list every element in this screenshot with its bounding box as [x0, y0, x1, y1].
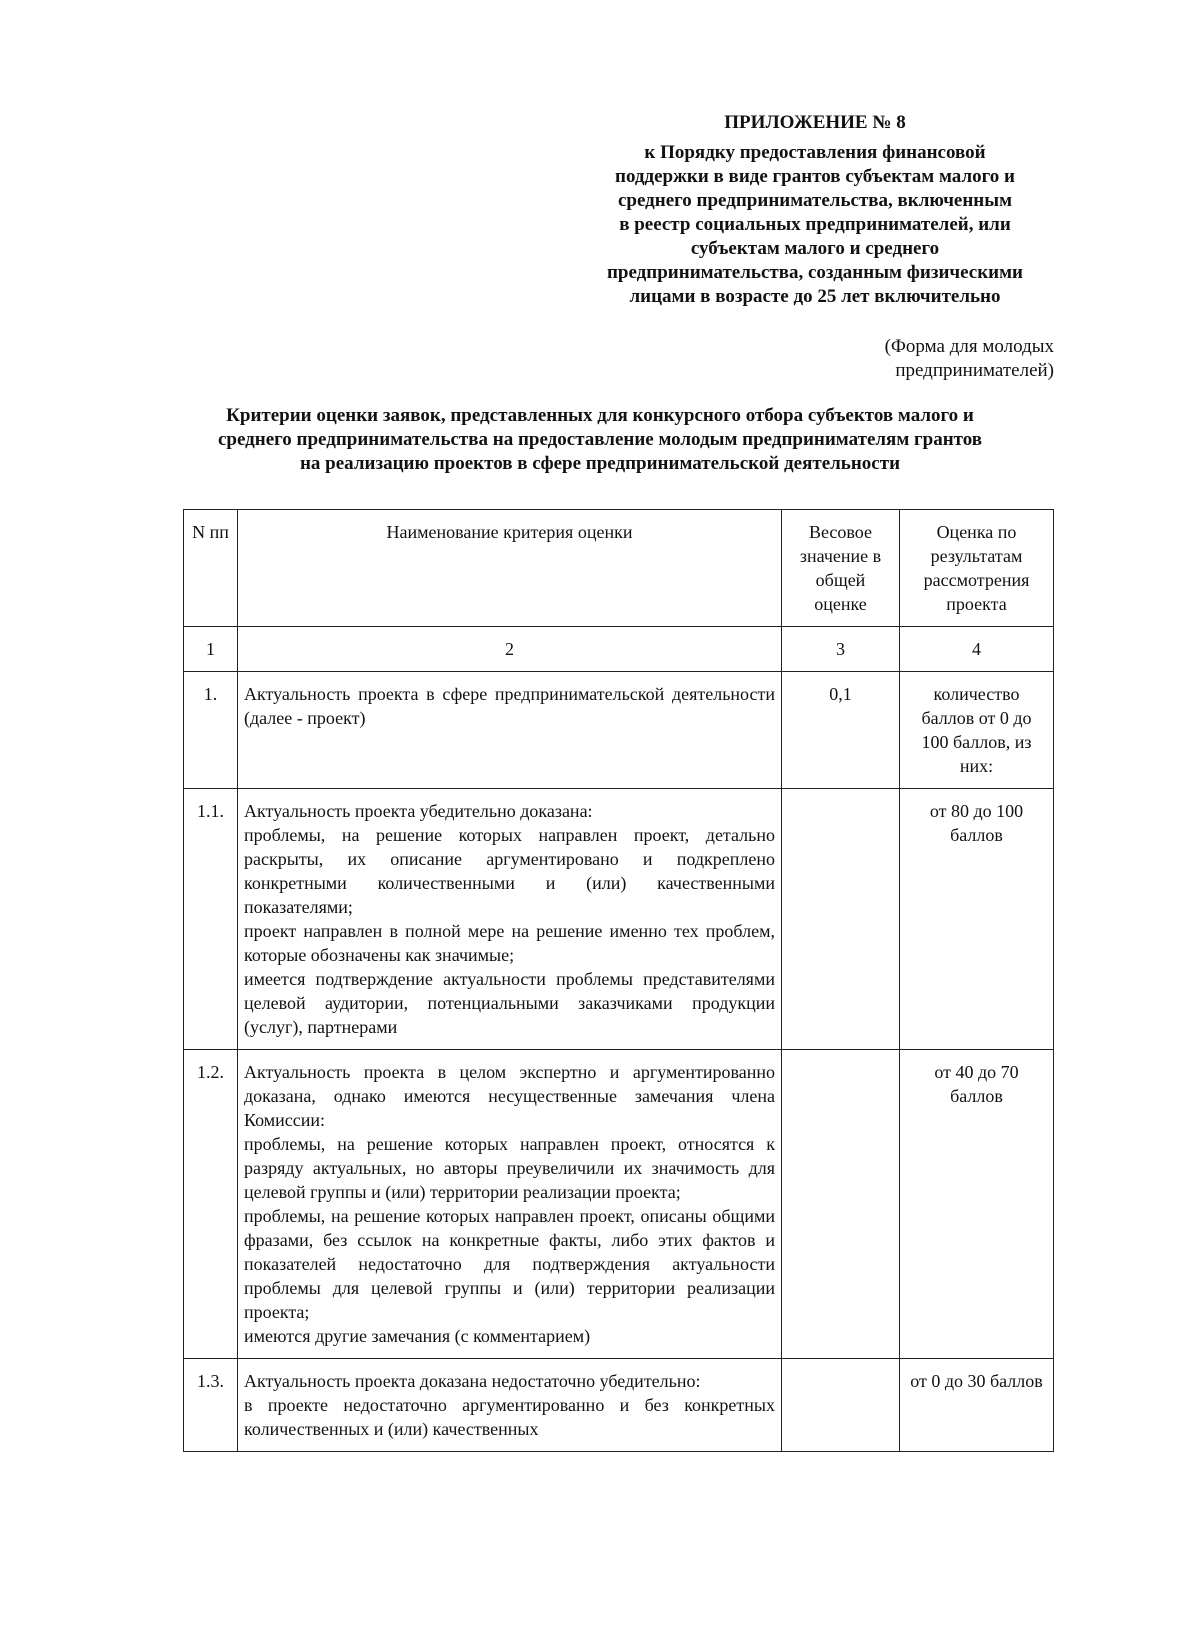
- column-index-row: [184, 627, 1054, 672]
- criterion-line: в проекте недостаточно аргументированно и без конкретных количественных и (или) качественных: [244, 1395, 775, 1439]
- column-index: 3: [782, 627, 900, 672]
- appendix-line: предпринимательства, созданным физическими: [606, 262, 1023, 283]
- column-index: 1: [184, 627, 238, 672]
- document-title-line: Критерии оценки заявок, представленных для конкурсного отбора субъектов малого и: [226, 405, 974, 426]
- criterion-line: проблемы, на решение которых направлен проект, относятся к разряду актуальных, но авторы преувеличили их значимость для целевой группы и (или) территории реализации проекта;: [244, 1134, 775, 1202]
- form-note-line: предпринимателей): [895, 360, 1054, 381]
- row-score: от 40 до 70 баллов: [900, 1050, 1054, 1359]
- form-note: [885, 335, 1054, 383]
- row-criterion: [238, 789, 782, 1050]
- appendix-title: ПРИЛОЖЕНИЕ № 8: [724, 112, 906, 133]
- table-row: [184, 1359, 1054, 1452]
- row-weight: [782, 1359, 900, 1452]
- form-note-line: (Форма для молодых: [884, 336, 1054, 357]
- document-title-line: среднего предпринимательства на предоставление молодым предпринимателям грантов: [217, 429, 983, 450]
- criterion-line: имеется подтверждение актуальности проблемы представителями целевой аудитории, потенциальными заказчиками продукции (услуг), партнерами: [244, 969, 775, 1037]
- appendix-line: к Порядку предоставления финансовой: [644, 142, 986, 163]
- header-name: Наименование критерия оценки: [238, 510, 782, 627]
- row-weight: [782, 789, 900, 1050]
- appendix-line: среднего предпринимательства, включенным: [617, 190, 1013, 211]
- row-score: от 0 до 30 баллов: [900, 1359, 1054, 1452]
- criterion-line: проект направлен в полной мере на решение именно тех проблем, которые обозначены как значимые;: [244, 921, 775, 965]
- header-score: Оценка по результатам рассмотрения проекта: [900, 510, 1054, 627]
- appendix-line: в реестр социальных предпринимателей, или: [619, 214, 1011, 235]
- document-title: [150, 404, 1050, 476]
- column-index: 4: [900, 627, 1054, 672]
- row-num: 1.: [184, 672, 238, 789]
- criterion-line: Актуальность проекта убедительно доказана:: [244, 801, 593, 821]
- appendix-line: субъектам малого и среднего: [690, 238, 940, 259]
- row-score: количество баллов от 0 до 100 баллов, из них:: [900, 672, 1054, 789]
- row-num: 1.3.: [184, 1359, 238, 1452]
- criterion-line: Актуальность проекта доказана недостаточно убедительно:: [244, 1371, 701, 1391]
- row-score: от 80 до 100 баллов: [900, 789, 1054, 1050]
- row-num: 1.2.: [184, 1050, 238, 1359]
- row-num: 1.1.: [184, 789, 238, 1050]
- row-criterion: [238, 1050, 782, 1359]
- document-title-line: на реализацию проектов в сфере предпринимательской деятельности: [299, 453, 901, 474]
- appendix-line: лицами в возрасте до 25 лет включительно: [629, 286, 1001, 307]
- row-criterion: [238, 1359, 782, 1452]
- header-weight: Весовое значение в общей оценке: [782, 510, 900, 627]
- header-num: N пп: [184, 510, 238, 627]
- table-row: [184, 789, 1054, 1050]
- appendix-line: поддержки в виде грантов субъектам малого и: [615, 166, 1015, 187]
- table-header-row: [184, 510, 1054, 627]
- criterion-line: проблемы, на решение которых направлен проект, детально раскрыты, их описание аргументировано и подкреплено конкретными количественными и (или) качественными показателями;: [244, 825, 775, 917]
- appendix-header: [575, 111, 1055, 309]
- column-index: 2: [238, 627, 782, 672]
- table-row: [184, 672, 1054, 789]
- criteria-table: [183, 509, 1054, 1452]
- row-weight: [782, 1050, 900, 1359]
- criterion-line: имеются другие замечания (с комментарием): [244, 1326, 591, 1346]
- criterion-line: Актуальность проекта в целом экспертно и аргументированно доказана, однако имеются несущественные замечания члена Комиссии:: [244, 1062, 775, 1130]
- row-weight: 0,1: [782, 672, 900, 789]
- criterion-line: проблемы, на решение которых направлен проект, описаны общими фразами, без ссылок на конкретные факты, либо этих фактов и показателей недостаточно для подтверждения актуальности проблемы для целевой группы и (или) территории реализации проекта;: [244, 1206, 775, 1322]
- criterion-line: Актуальность проекта в сфере предпринимательской деятельности (далее - проект): [244, 684, 775, 728]
- table-row: [184, 1050, 1054, 1359]
- row-criterion: [238, 672, 782, 789]
